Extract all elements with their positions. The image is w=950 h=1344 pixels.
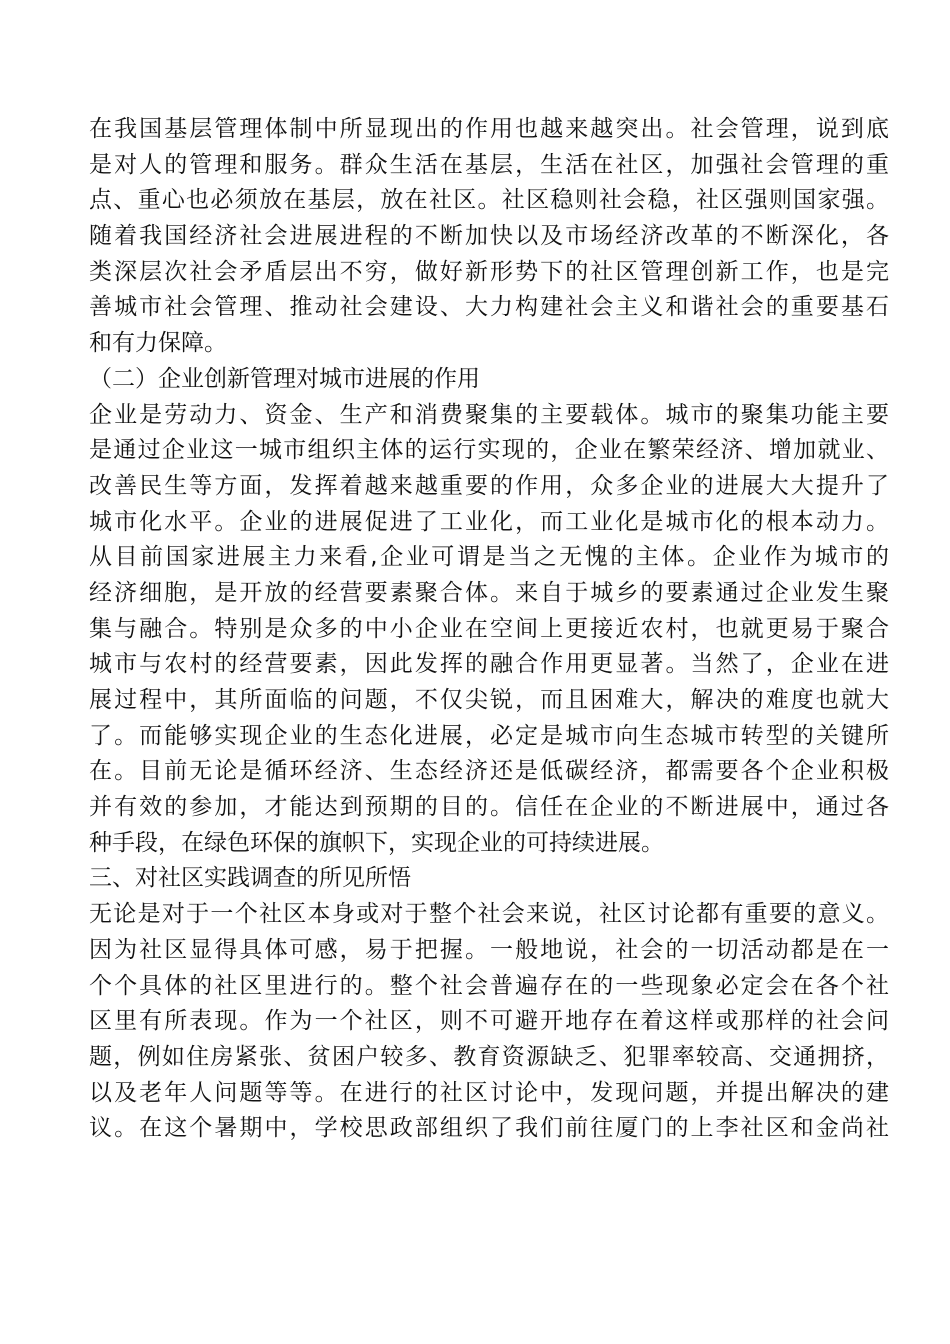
text-line: 并有效的参加，才能达到预期的目的。信任在企业的不断进展中，通过各 [89,794,889,821]
text-line: 从目前国家进展主力来看,企业可谓是当之无愧的主体。企业作为城市的 [89,544,889,571]
text-line: 城市化水平。企业的进展促进了工业化，而工业化是城市化的根本动力。 [89,508,889,535]
text-line: 改善民生等方面，发挥着越来越重要的作用，众多企业的进展大大提升了 [89,472,889,499]
text-line: 在。目前无论是循环经济、生态经济还是低碳经济，都需要各个企业积极 [89,758,889,785]
text-line: 在我国基层管理体制中所显现出的作用也越来越突出。社会管理，说到底 [89,116,889,142]
text-line: 经济细胞，是开放的经营要素聚合体。来自于城乡的要素通过企业发生聚 [89,579,889,606]
text-line: 随着我国经济社会进展进程的不断加快以及市场经济改革的不断深化，各 [89,223,889,250]
section-heading: 三、对社区实践调查的所见所悟 [89,865,411,892]
text-line: 集与融合。特别是众多的中小企业在空间上更接近农村，也就更易于聚合 [89,615,889,642]
text-line: 种手段，在绿色环保的旗帜下，实现企业的可持续进展。 [89,829,664,856]
text-line: 类深层次社会矛盾层出不穷，做好新形势下的社区管理创新工作，也是完 [89,258,889,285]
text-line: 因为社区显得具体可感，易于把握。一般地说，社会的一切活动都是在一 [89,936,889,963]
text-line: 善城市社会管理、推动社会建设、大力构建社会主义和谐社会的重要基石 [89,294,889,321]
text-line: 展过程中，其所面临的问题，不仅尖锐，而且困难大，解决的难度也就大 [89,687,889,713]
text-line: 城市与农村的经营要素，因此发挥的融合作用更显著。当然了，企业在进 [89,651,889,678]
text-line: 题，例如住房紧张、贫困户较多、教育资源缺乏、犯罪率较高、交通拥挤， [89,1043,889,1070]
text-line: 个个具体的社区里进行的。整个社会普遍存在的一些现象必定会在各个社 [89,972,889,999]
text-line: 是通过企业这一城市组织主体的运行实现的，企业在繁荣经济、增加就业、 [89,437,889,464]
text-line: 无论是对于一个社区本身或对于整个社会来说，社区讨论都有重要的意义。 [89,901,889,928]
text-line: 是对人的管理和服务。群众生活在基层，生活在社区，加强社会管理的重 [89,151,889,178]
text-line: 以及老年人问题等等。在进行的社区讨论中，发现问题，并提出解决的建 [89,1079,889,1106]
section-heading: （二）企业创新管理对城市进展的作用 [89,365,480,392]
text-line: 议。在这个暑期中，学校思政部组织了我们前往厦门的上李社区和金尚社 [89,1115,889,1142]
text-line: 区里有所表现。作为一个社区，则不可避开地存在着这样或那样的社会问 [89,1008,889,1035]
body-text [89,112,889,1147]
text-line: 企业是劳动力、资金、生产和消费聚集的主要载体。城市的聚集功能主要 [89,401,889,428]
text-line: 了。而能够实现企业的生态化进展，必定是城市向生态城市转型的关键所 [89,722,889,749]
text-line: 点、重心也必须放在基层，放在社区。社区稳则社会稳，社区强则国家强。 [89,187,889,214]
text-line: 和有力保障。 [89,330,227,357]
